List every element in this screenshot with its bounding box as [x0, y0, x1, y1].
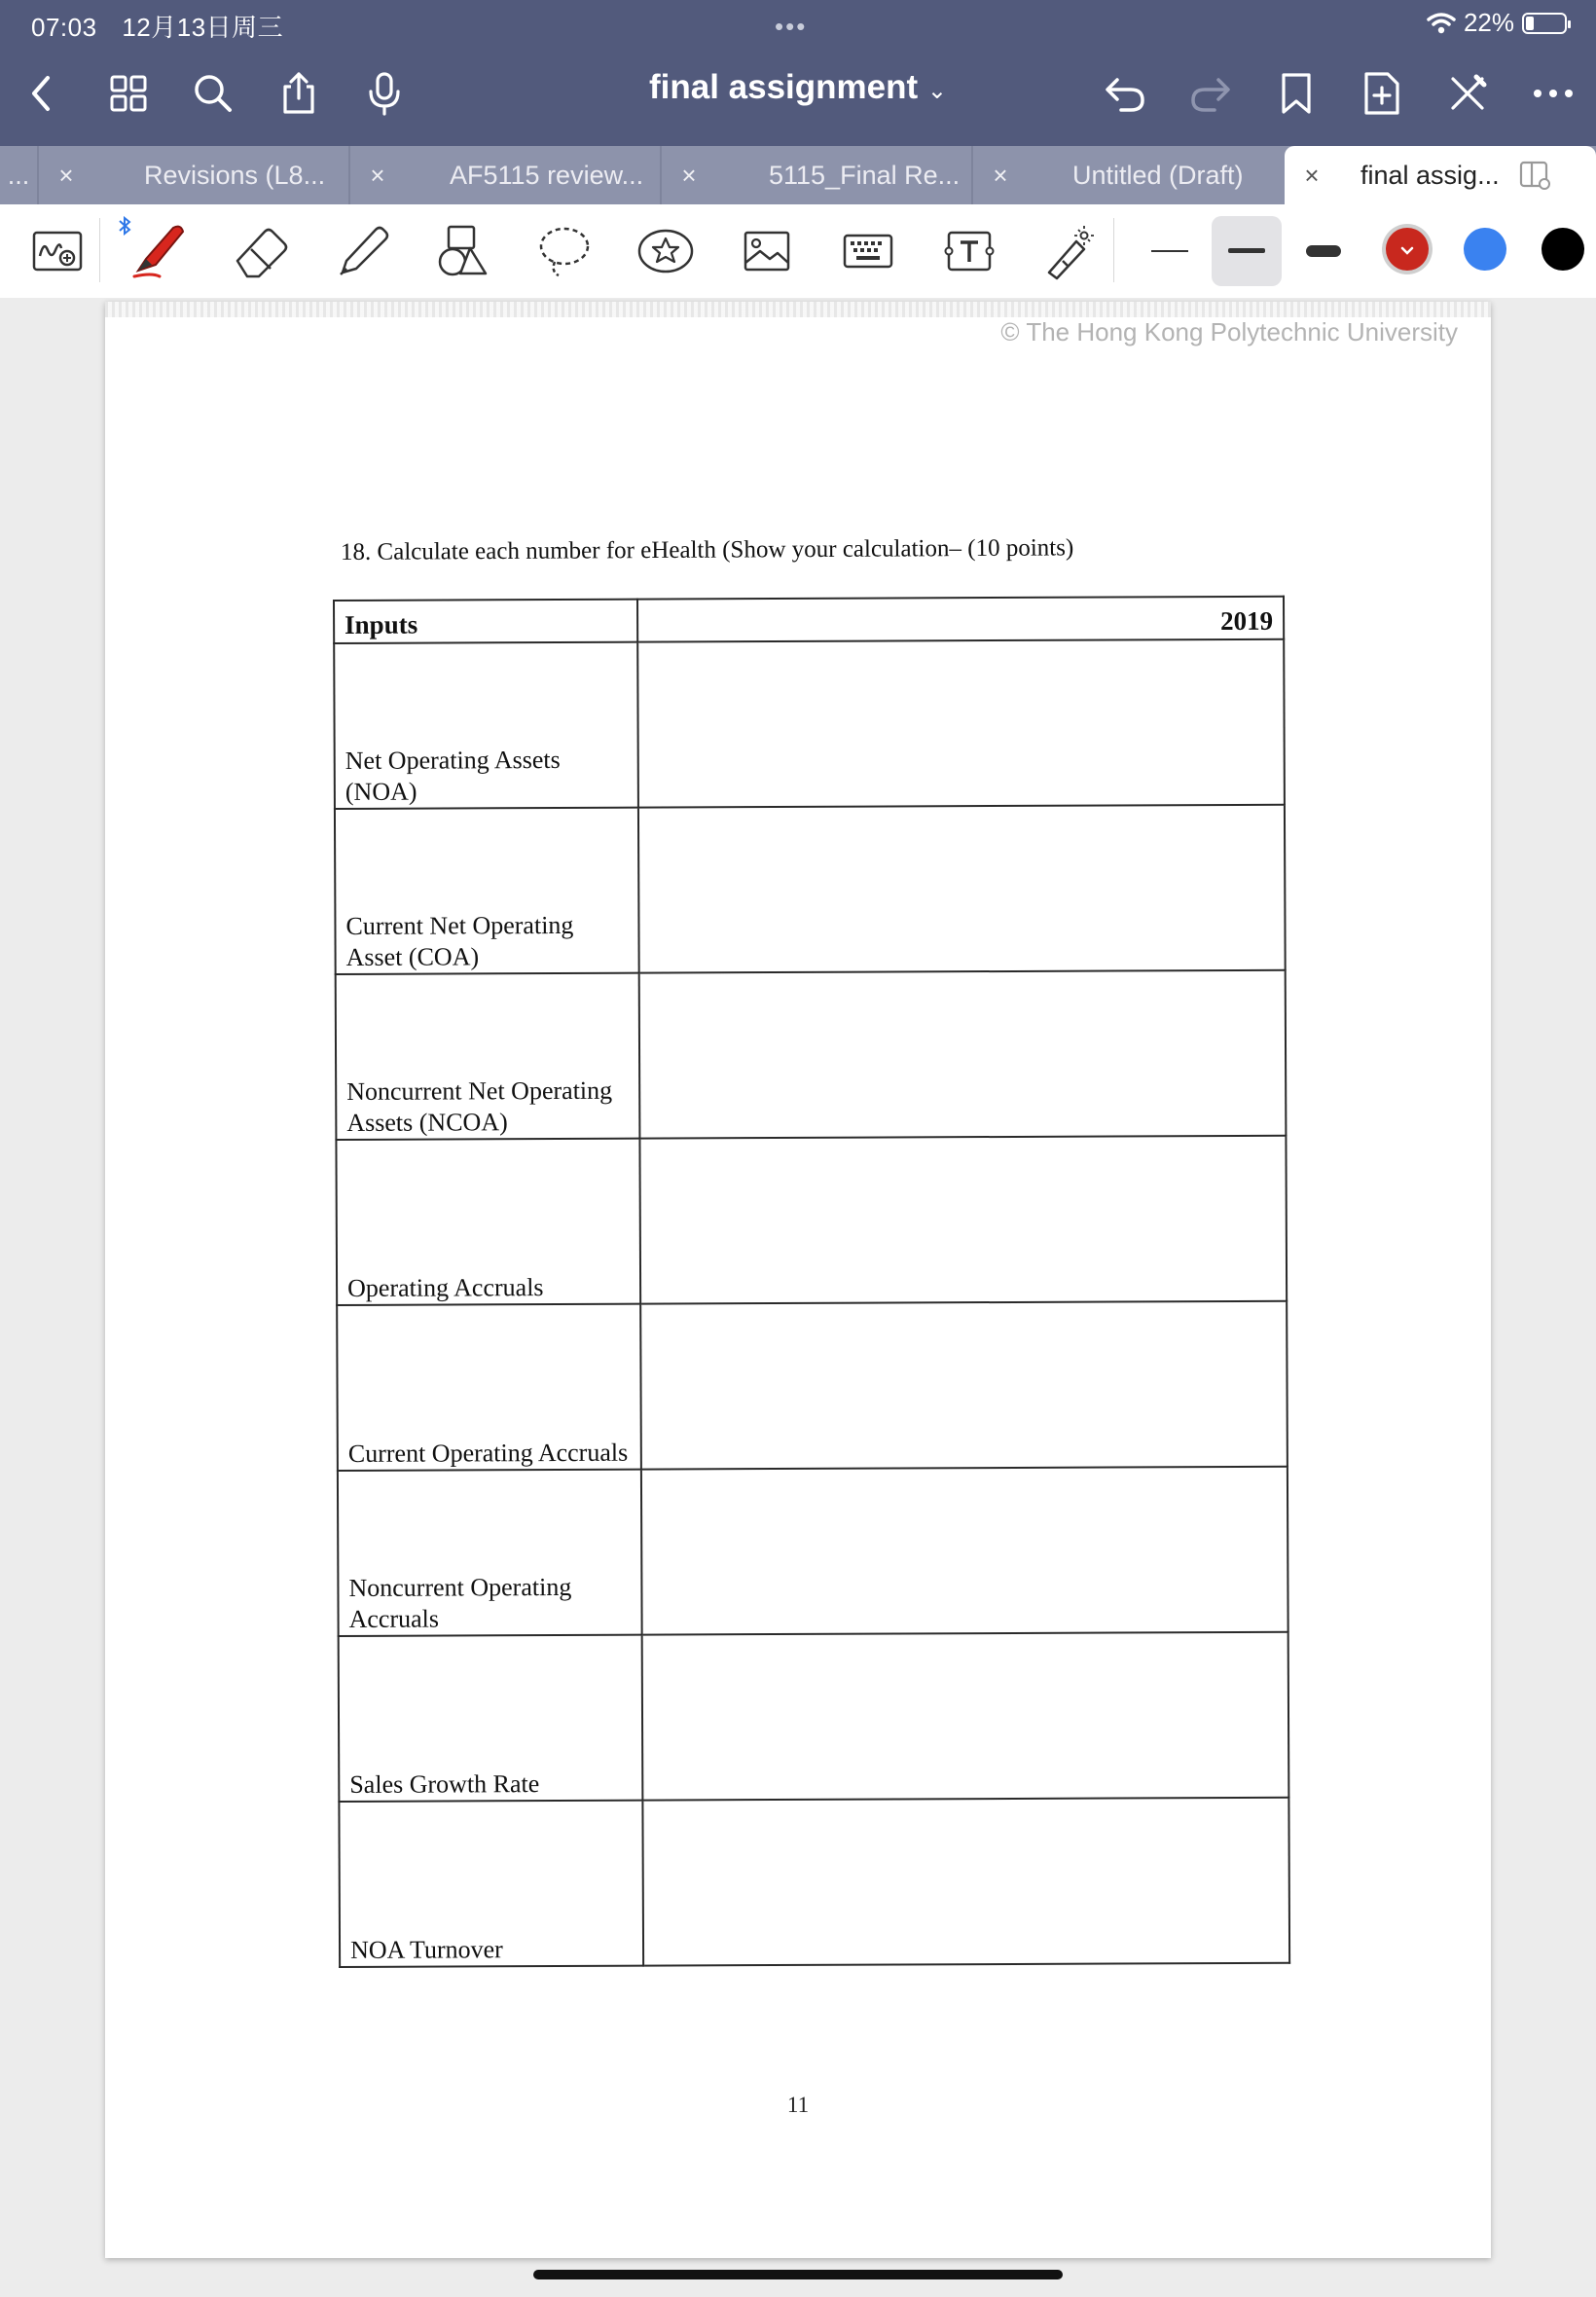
redo-icon[interactable]: [1187, 70, 1234, 117]
stroke-thin-option[interactable]: [1135, 216, 1205, 286]
title-chevron-down-icon: ⌄: [926, 78, 947, 104]
table-row: [337, 1301, 1288, 1471]
row-value-cell[interactable]: [642, 1798, 1289, 1966]
multitasking-dots-icon[interactable]: •••: [775, 12, 808, 41]
close-icon[interactable]: ×: [1304, 160, 1320, 190]
table-header-row: [334, 597, 1284, 643]
status-time: 07:03: [31, 13, 97, 42]
toolbar-divider: [99, 218, 100, 282]
close-icon[interactable]: ×: [58, 160, 74, 190]
tab-revisions[interactable]: [39, 146, 348, 204]
row-label: Current Net Operating Asset (COA): [335, 808, 639, 974]
tab-5115-final[interactable]: [662, 146, 971, 204]
table-row: [335, 805, 1286, 974]
split-view-icon[interactable]: [1519, 161, 1550, 190]
table-row: [339, 1632, 1289, 1802]
row-value-cell[interactable]: [640, 1301, 1288, 1470]
header-inputs: Inputs: [334, 600, 637, 643]
tab-label: 5115_Final Re...: [769, 160, 961, 190]
grid-icon[interactable]: [105, 70, 152, 117]
microphone-icon[interactable]: [361, 70, 408, 117]
color-swatch-black[interactable]: [1542, 228, 1584, 271]
tab-bar: [0, 146, 1596, 204]
more-options-icon[interactable]: [1530, 70, 1577, 117]
question-text: 18. Calculate each number for eHealth (Show your calculation– (10 points): [340, 534, 1074, 565]
top-bar: [0, 0, 1596, 146]
tab-label: Untitled (Draft): [1072, 160, 1244, 190]
row-value-cell[interactable]: [637, 639, 1285, 808]
row-value-cell[interactable]: [639, 1136, 1287, 1304]
tab-overflow[interactable]: ...: [7, 160, 30, 190]
tab-af5115-review[interactable]: [350, 146, 660, 204]
highlighter-icon[interactable]: [331, 220, 393, 282]
close-icon[interactable]: ×: [993, 160, 1008, 190]
document-canvas[interactable]: [0, 298, 1596, 2297]
back-chevron-icon[interactable]: [18, 70, 64, 117]
zoom-handwriting-icon[interactable]: [27, 220, 90, 282]
shapes-icon[interactable]: [432, 220, 494, 282]
row-value-cell[interactable]: [642, 1632, 1289, 1801]
sticker-icon[interactable]: [635, 220, 697, 282]
tab-final-assignment[interactable]: [1285, 146, 1596, 204]
row-label: Operating Accruals: [336, 1139, 640, 1305]
battery-percent: 22%: [1463, 8, 1514, 37]
undo-icon[interactable]: [1102, 70, 1148, 117]
add-page-icon[interactable]: [1359, 70, 1405, 117]
tab-untitled-draft[interactable]: [973, 146, 1283, 204]
search-icon[interactable]: [190, 70, 236, 117]
row-label: Noncurrent Operating Accruals: [338, 1470, 642, 1636]
status-date: 12月13日周三: [122, 13, 284, 42]
stroke-medium-option[interactable]: [1212, 216, 1282, 286]
document-title: [0, 68, 1596, 107]
annotation-toolbar: [0, 204, 1596, 299]
table-row: [336, 1136, 1287, 1305]
color-swatch-blue[interactable]: [1464, 228, 1506, 271]
toolbar-divider: [1113, 218, 1114, 282]
color-swatch-red[interactable]: [1386, 228, 1429, 271]
share-icon[interactable]: [275, 70, 322, 117]
table-row: [338, 1467, 1288, 1636]
home-indicator[interactable]: [533, 2270, 1063, 2279]
table-row: [336, 970, 1287, 1140]
header-2019: 2019: [637, 597, 1284, 642]
stroke-thick-option[interactable]: [1288, 216, 1359, 286]
keyboard-icon[interactable]: [837, 220, 899, 282]
text-box-icon[interactable]: [938, 220, 1000, 282]
wifi-icon: [1427, 12, 1456, 35]
laser-pointer-icon[interactable]: [1037, 220, 1100, 282]
status-right: [1427, 8, 1567, 38]
scan-edge: [105, 302, 1491, 317]
row-label: Noncurrent Net Operating Assets (NCOA): [336, 973, 640, 1140]
lasso-icon[interactable]: [533, 220, 596, 282]
row-label: Sales Growth Rate: [339, 1635, 643, 1802]
tab-label: Revisions (L8...: [144, 160, 326, 190]
battery-icon: [1522, 13, 1567, 34]
row-value-cell[interactable]: [641, 1467, 1288, 1635]
row-value-cell[interactable]: [638, 805, 1286, 973]
pen-icon[interactable]: [127, 220, 189, 282]
document-title-menu[interactable]: [649, 68, 947, 106]
row-value-cell[interactable]: [639, 970, 1287, 1139]
status-bar: [31, 8, 283, 44]
row-label: Net Operating Assets (NOA): [334, 642, 638, 809]
image-icon[interactable]: [736, 220, 798, 282]
table-row: [339, 1798, 1289, 1967]
eraser-icon[interactable]: [230, 220, 292, 282]
bookmark-icon[interactable]: [1273, 70, 1320, 117]
close-icon[interactable]: ×: [681, 160, 697, 190]
pen-toggle-icon[interactable]: [1444, 70, 1491, 117]
document-title-text: final assignment: [648, 68, 919, 106]
table-row: [334, 639, 1285, 809]
row-label: NOA Turnover: [339, 1801, 643, 1967]
close-icon[interactable]: ×: [370, 160, 385, 190]
page-number: 11: [786, 2093, 810, 2117]
chevron-down-icon: [1386, 228, 1429, 271]
pdf-page[interactable]: [105, 302, 1491, 2258]
row-label: Current Operating Accruals: [337, 1304, 641, 1471]
calculation-table: [333, 596, 1290, 1968]
tab-label: AF5115 review...: [450, 160, 644, 190]
tab-label: final assig...: [1360, 160, 1500, 190]
copyright-watermark: © The Hong Kong Polytechnic University: [1000, 317, 1458, 346]
